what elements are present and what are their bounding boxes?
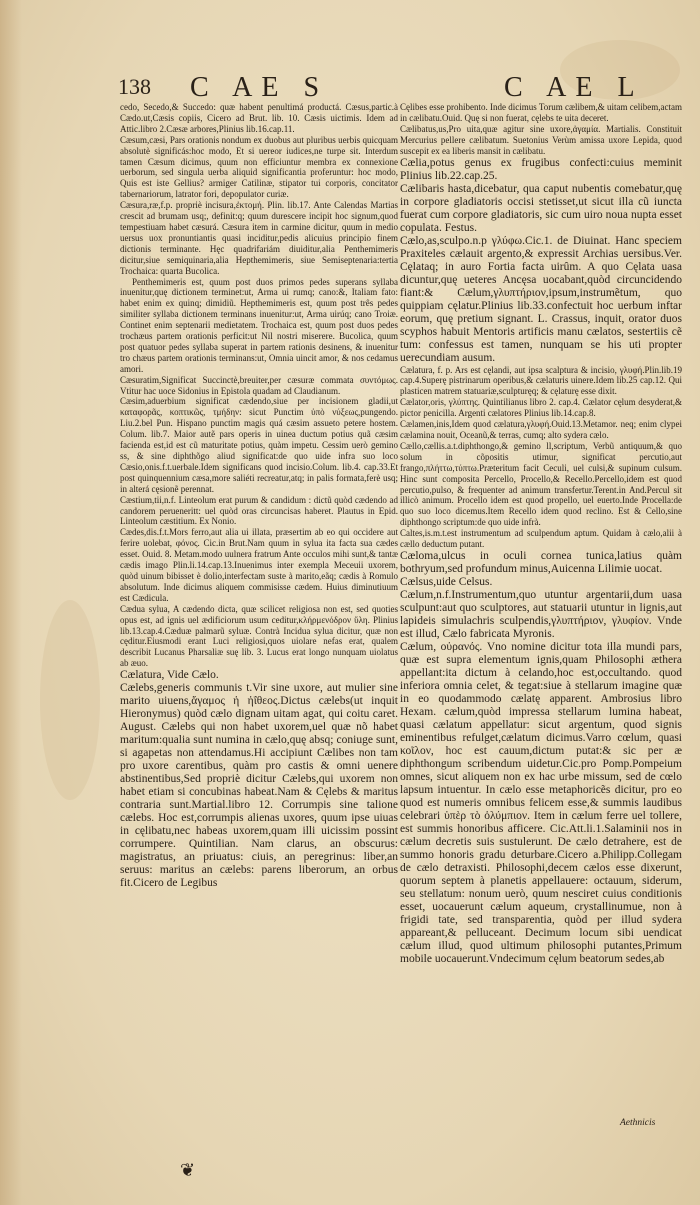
paper-stain — [40, 600, 100, 800]
running-header — [118, 72, 678, 104]
dictionary-entry: Cęlibes esse prohibento. Inde dicimus Torum cælibem,& uitam celibem,actam in cælibatu.Ouid. Quę si non fuerat, cęlebs te uita deceret. — [400, 102, 682, 123]
dictionary-entry: Cædua sylua, A cædendo dicta, quæ scilicet religiosa non est, sed quoties opus est, ad ignis uel ædificiorum usum ceditur,κλήρμενόδρον ὕλη. Plinius lib.13.cap.4.Cæduæ palmarũ syluæ. Contrà Incidua sylua dicitur, quæ non cęditur.Eiusmodi erant Luci religiosi,quos uiolare nefas erat, qualem describit Lucanus Pharsaliæ suę lib. 3. Lucus erat longo nunquam uiolatus ab æuo. — [120, 603, 398, 669]
dictionary-entry: Cælibatus,us,Pro uita,quæ agitur sine uxore,ἀγαμία. Martialis. Constituit Mercurius pellere cælibatum. Suetonius Verùm amissa uxore Lepida, quod suscepit ex ea liberis mansit in cælibatu. — [400, 123, 682, 156]
left-text-column — [120, 102, 398, 1152]
dictionary-entry: Cæloma,ulcus in oculi cornea tunica,latius quàm bothryum,sed profundum minus,Auicenna Lilimie uocat. — [400, 549, 682, 575]
dictionary-entry: Cællo,cællis.a.t.diphthongo,& gemino ll,scriptum, Verbũ antiquum,& quo solum in cõpositis utimur, significat percutio,aut frango,πλήττω,τύπτω.Præteritum facit Ceculi, uel culsi,& supinum culsum. Hinc sunt composita Percello, Procello,& Recello.Percello,idem est quod percutio,pulso, & frequenter ad animum transfertur.Terent.in And.Percul sit illicò animum. Procello idem est quod propello, uel euerto.Inde Procella:de quo suo loco dicemus.Item Recello idem quod reclino. Est & Cello,sine diphthongo scriptum:de quo uide infrà. — [400, 440, 682, 528]
catchword: Aethnicis — [620, 1118, 656, 1128]
dictionary-entry: Cælator,oris, γλύπτης. Quintilianus libro 2. cap.4. Cælator cęlum desyderat,& pictor penicilla. Argenti cælatores Plinius lib.14.cap.8. — [400, 397, 682, 419]
dictionary-entry: Cæsuratim,Significat Succinctè,breuiter,per cæsuræ commata συντόμως. Vtitur hac uoce Sidonius in Epistola quadam ad Claudianum. — [120, 374, 398, 396]
printer-ornament: ❦ — [180, 1160, 196, 1180]
dictionary-entry: Cælia,potus genus ex frugibus confecti:cuius meminit Plinius lib.22.cap.25. — [400, 156, 682, 182]
dictionary-entry: Cæsim,aduerbium significat cædendo,siue per incisionem gladii,ut καταφορᾶς, κοπτικῶς, τμήδην: sicut Punctim ὑπὸ νύξεως,pungendo. Liu.2.bel Pun. Hispano punctim magis quá cæsim assueto petere hostem. Colum. lib.7. Maior autẽ pars operis in uinea ductum potius quã cæsim facienda est,id est cũ maturitate potius, quàm impetu. Cessim uerò gemino ss, & sine diphthõgo aliud significat:de quo uide infra suo loco Cæsio,onis.f.t.uerbale.Idem significans quod incisio.Colum. lib.4. cap.33.Et post quinquennium cæsa,more saliéti recreatur,atq; in palis formata,ferè usq; in alterá cęsionẽ perennat. — [120, 396, 398, 494]
dictionary-entry: Cælum,n.f.Instrumentum,quo utuntur argentarii,dum uasa sculpunt:aut quo sculptores, aut statuarii utuntur in lignis,aut lapideis simulachris sculpendis,γλυπτήριον, γλυφίον. Vnde est illud, Cælo fabricata Myronis. — [400, 588, 682, 640]
dictionary-entry: Cæsura,ræ,f.p. propriè incisura,ἐκτομή. Plin. lib.17. Ante Calendas Martias crescit ad brumam usq;, definit:q; quum durescere incipit hoc signum,quod tempestiuam habet cæsurá. Cæsura item in carmine dicitur, quum in medio uersus uox pronuntiantis quasi inciditur,pedis alicuius principio finem dictionis terminante. Hęc quadrifariám diuiditur,alia Penthemimeris dicitur,siue semiquinaria,alia Hepthemimeris, siue Semiseptenaria:tertia Trochaica: quarta Bucolica. — [120, 200, 398, 276]
dictionary-entry: Cæsum,cæsi, Pars orationis nondum ex duobus aut pluribus uerbis quicquam absolutè significás:hoc modo, Et si uereor iudices,ne turpe sit. Interdum tamen Cæsum dicimus, quum non efficiuntur membra ex connexione uerborum, sed singula uerba aliquid significantia proferuntur: hoc modo, Quis est iste Gellius? armiger Catilinæ, stipator tui corporis, concitator tabernariorum, latrator fori, depopulator curiæ. — [120, 134, 398, 200]
dictionary-entry: Caltes,is.m.t.est instrumentum ad sculpendum aptum. Quidam à cælo,alii à cællo deductum putant. — [400, 528, 682, 550]
page-gutter-shadow — [0, 0, 22, 1205]
right-text-column — [400, 102, 682, 1152]
left-running-title: C AE S — [190, 72, 329, 103]
dictionary-entry: Cælum, οὐρανός. Vno nomine dicitur tota illa mundi pars, quæ est supra elementum ignis,quam Philosophi æthera appellant:ita dictum à celando,hoc est,occultando. quod inferiora omnia celet, & tegat:siue à stellarum imagine quæ in eo quodammodo cælatę apparent. Ambrosius libro Hexam. cælum,quòd impressa stellarum lumina habeat, quasi cælatum appellatur: sicut argentum, quod signis eminentibus refulget,cælatum dicimus.Varro cœlum, quasi κοῖλον, hoc est cauum,dictum putat:& sic per æ diphthongum scribendum uidetur.Cic.pro Pomp.Pompeium omnes, sicut aliquem non ex hac urbe missum, sed de cœlo lapsum intuentur. In cælo esse metaphoricẽs dicitur, pro eo quod est numeris omnibus felicem esse,& summis laudibus celebrari ὑπὲρ τὸ ὀλύμπιον. Item in cælum ferre uel tollere, est summis honoribus afficere. Cic.Att.li.1.Salaminii nos in cælum decretis suis sustulerunt. De cælo detrahere, est de summo honoris gradu deturbare.Cicero a.Philipp.Collegam de cælo detraxisti. Philosophi,decem cælos esse dixerunt, quorum septem à planetis appellauere: octauum, siderum, seu stellatum: nonum uerò, quum nesciret cuius conditionis esset, uocauerunt cælum aqueum, crystallinumue, non à frigidi tate, sed transparentia, quòd per illud sydera appareant,& pelluceant. Decimum locum sibi uendicat cælum illud, quod ultimum philosophi putantes,Primum mobile uocauerunt.Vndecimum cęlum beatorum sedes,ab — [400, 640, 682, 965]
page-number: 138 — [118, 74, 151, 99]
dictionary-entry: Cælsus,uide Celsus. — [400, 575, 493, 588]
dictionary-entry: Cælibaris hasta,dicebatur, qua caput nubentis comebatur,quę in corpore gladiatoris occisi stetisset,ut sicut illa cũ iuncta fuerat cum corpore gladiatoris, sic cum uiro noua nupta esset copulata. Festus. — [400, 182, 682, 234]
dictionary-entry: Penthemimeris est, quum post duos primos pedes superans syllaba inuenitur,quę dictionem terminet:ut, Arma ui rumq; cano:&, Italiam fato: habet enim ex quinq; dimidiũ. Hepthemimeris est, quum post três pedes similiter syllaba dictionem terminans inuenitur:ut, Arma uirúq; cano Troiæ. Continet enim septenarii medietatem. Trochaica est, quum post duos pedes trochæus partem orationis perficit:ut Nil nostri miserere. Bucolica, quum post quatuor pedes syllaba superat in partem rationis desinens, & inuenitur tro chæus partem orationis terminans:ut, Omnia uincit amor, & nos cedamus amori. — [120, 276, 398, 374]
dictionary-entry: Cælo,as,sculpo.n.p γλύφω.Cic.1. de Diuinat. Hanc speciem Praxiteles cælauit argento,& expressit Archias uersibus.Ver. Cęlataq; in auro Fortia facta uirûm. A quo Cęlata uasa dicuntur,quę ueteres Ancęsa uocabant,quòd circuncidendo fiant:& Cælum,γλυπτήριον,ipsum,instrumẽtum, quo quippiam cęlatur.Plinius lib.33.confectuit hoc uerbum inftar eorum, quę pretium signant. L. Crassus, inquit, orator duos scyphos habuit Mentoris artificis manu cælatos, sestertiis cẽ tum: confessus est tamen, nunquam se his uti propter uerecundiam ausum. — [400, 234, 682, 364]
dictionary-entry: Cæstium,tii,n.f. Linteolum erat purum & candidum : dictũ quòd cædendo ad candorem perueneritt: uel quòd oras circuncisas haberet. Plautus in Epid. Linteolum cæstitium. Ex Nonio. — [120, 494, 398, 527]
dictionary-entry: Cædes,dis.f.t.Mors ferro,aut alia ui illata, præsertim ab eo qui occidere aut ferire uolebat, φόνος. Cic.in Brut.Nam quum in sylua ita facta sua cædes esset. Ouid. 8. Metam.modo uulnera fratrum Ante occulos mihi sunt,& tantæ cædis imago Plin.li.14.cap.13.Inuenimus inter exempla Meceuii uxorem, quòd uinum bibisset è dolio,interfectam suste à marito,eãq; cædis à Romulo absolutum. Inde dicimus aliquem commisisse cædem. Huius diminutiuum est Cædicula. — [120, 527, 398, 603]
dictionary-entry: Cælatura, Vide Cælo. — [120, 669, 219, 682]
dictionary-entry: cedo, Secedo,& Succedo: quæ habent penultimá productá. Cæsus,partic.à Cædo.ut,Cæsis copiis, Cicero ad Brut. lib. 10. Cæsis uictimis. Idem ad Attic.libro 2.Cæsæ arbores,Plinius lib.16.cap.11. — [120, 102, 398, 134]
dictionary-entry: Cælamen,inis,Idem quod cælatura,γλυφή.Ouid.13.Metamor. neq; enim clypei cælamina nouit, Oceanũ,& terras, cumq; alto sydera cælo. — [400, 419, 682, 440]
dictionary-entry: Cælatura, f. p. Ars est cęlandi, aut ipsa scalptura & incisio, γλυφή.Plin.lib.19 cap.4.Superę pistrinarum operibus,& cælaturis uinere.Idem lib.25 cap.12. Qui plasticen matrem statuariæ,sculpturęq; & cęlaturę esse dixit. — [400, 364, 682, 397]
dictionary-entry: Cælebs,generis communis t.Vir sine uxore, aut mulier sine marito uiuens,ἄγαμος ἠ ἠΐθεος.Dictus cælebs(ut inquit Hieronymus) quòd cælo dignam uitam agat, qui coitu caret. August. Cælebs qui non habet uxorem,uel quæ nõ habet maritum:qualia sunt numina in cælo,quę absq; coniuge sunt, si agapetas non attendamus.Hi accipiunt Cælibes non tam pro uxore carentibus, quàm pro castis & omni uenere abstinentibus,Sed propriè dicitur Cælebs,qui uxorem non habet etiam si concubinas habeat.Nam & Cęlebs & maritus contraria sunt.Martial.libro 12. Corrumpis sine talione cælebs. Hoc est,corrumpis alienas uxores, quum ipse uiuas in cęlibatu,nec habeas uxorem,quam illi uicissim possint corrumpere. Quintilian. Nam clarus, an obscurus: magistratus, an priuatus: ciuis, an peregrinus: liber,an seruus: maritus an cælebs: parens liberorum, an orbus fit.Cicero de Legibus — [120, 682, 398, 890]
right-running-title: C AE L — [504, 72, 644, 103]
